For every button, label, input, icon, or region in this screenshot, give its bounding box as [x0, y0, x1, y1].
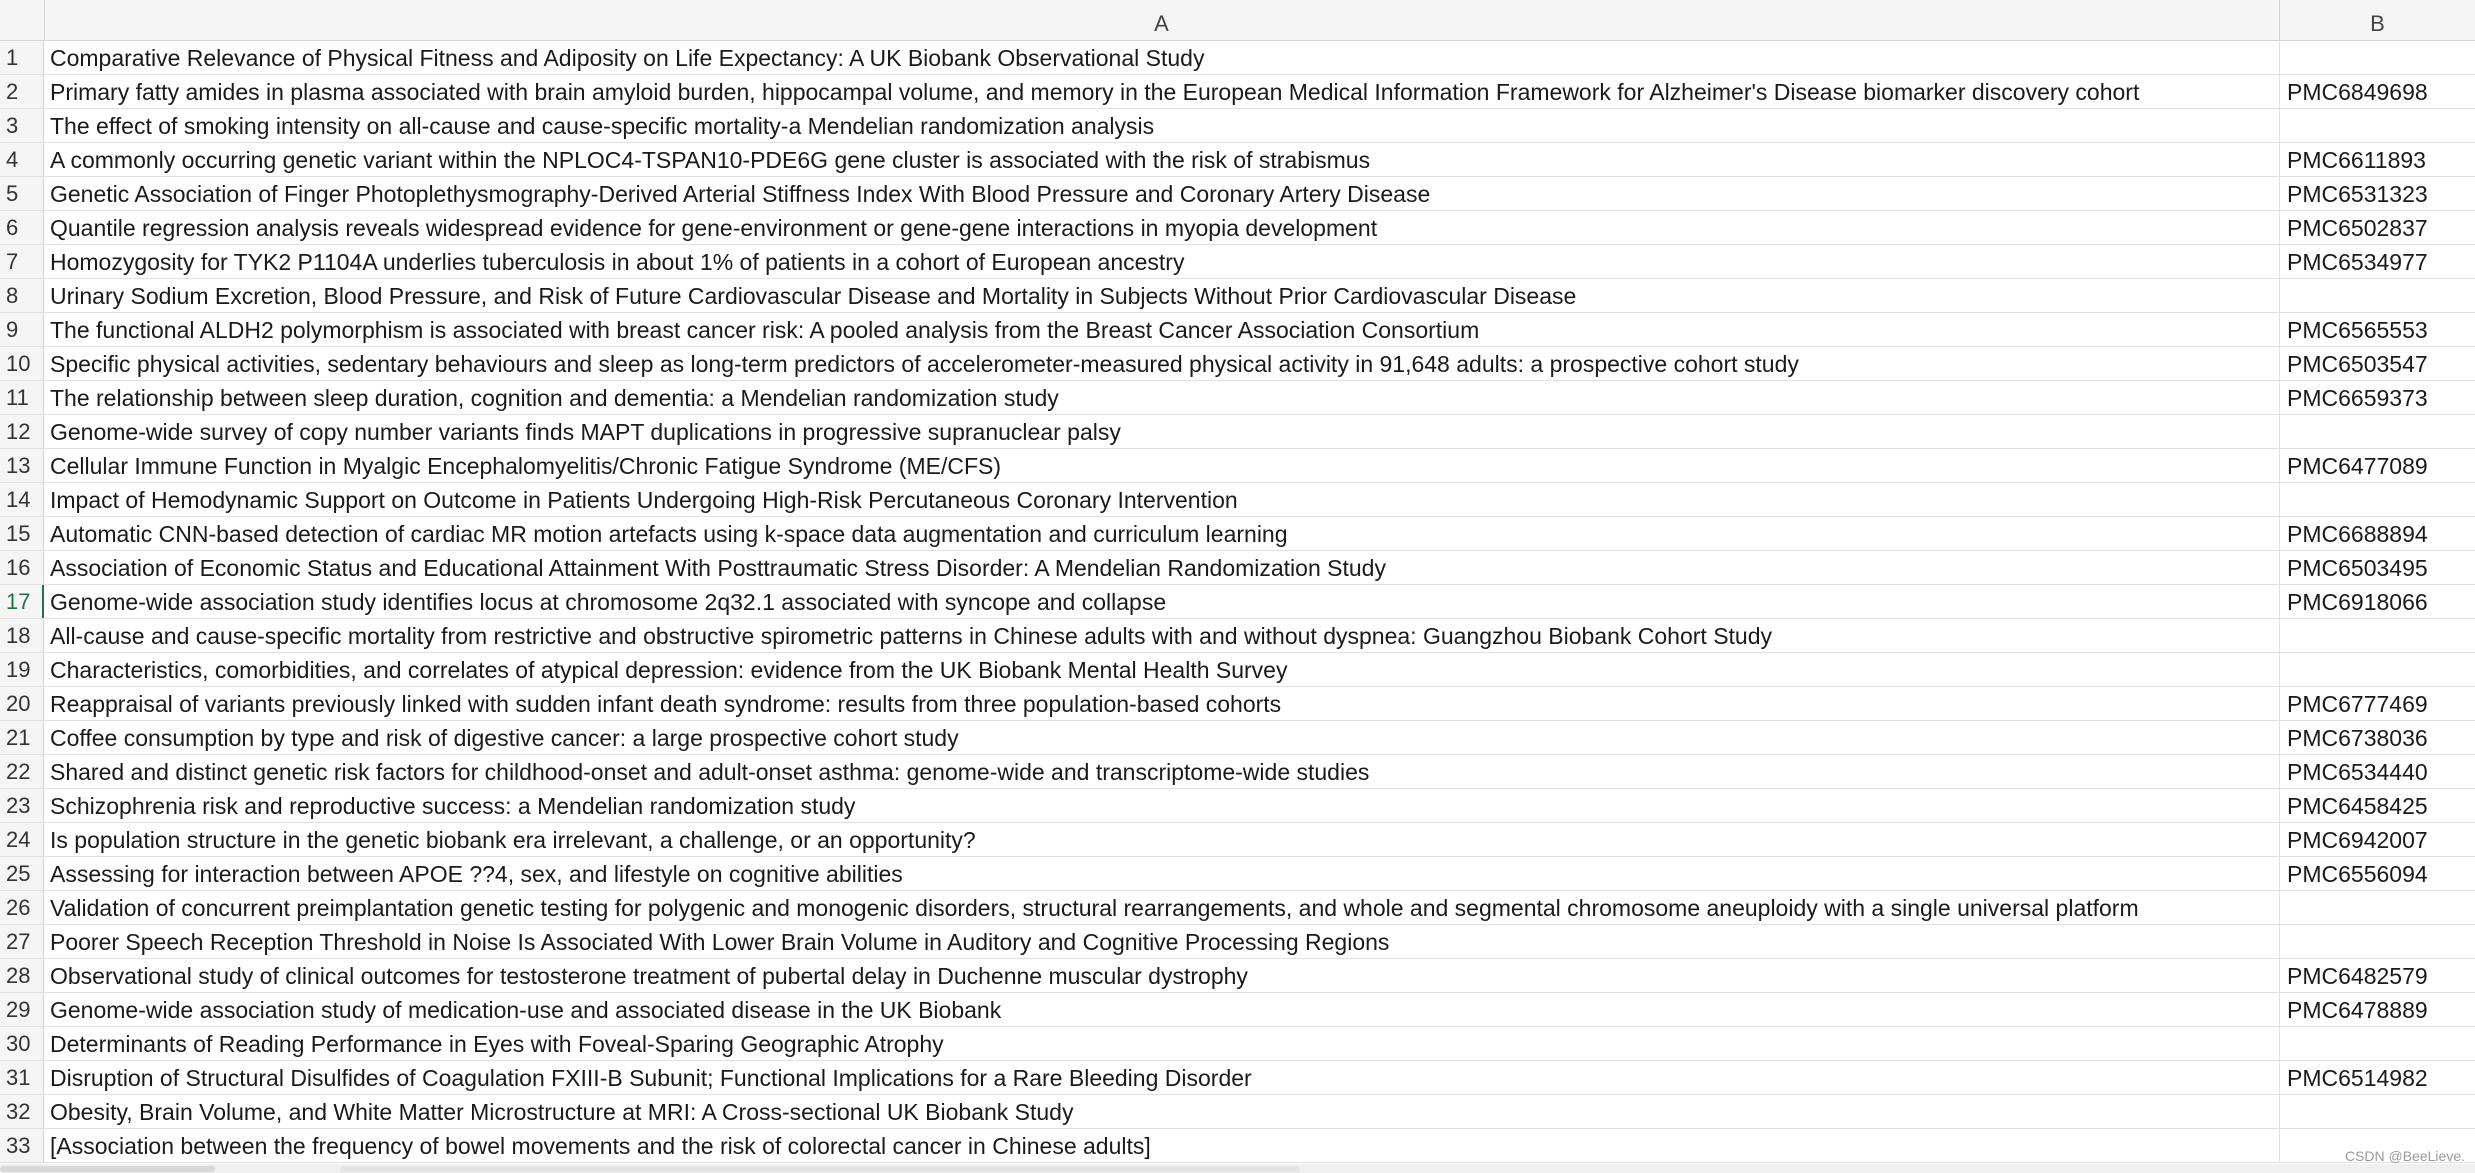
cell-b[interactable] — [2280, 653, 2475, 686]
row-header[interactable]: 10 — [0, 347, 44, 380]
row-header[interactable]: 5 — [0, 177, 44, 210]
row-header[interactable]: 4 — [0, 143, 44, 176]
table-row — [0, 891, 2475, 925]
row-header[interactable]: 29 — [0, 993, 44, 1026]
table-row — [0, 245, 2475, 279]
cell-a[interactable]: Cellular Immune Function in Myalgic Encephalomyelitis/Chronic Fatigue Syndrome (ME/CFS) — [44, 449, 2280, 482]
cell-b[interactable]: PMC6534977 — [2287, 249, 2428, 275]
table-row — [0, 347, 2475, 381]
row-header[interactable]: 14 — [0, 483, 44, 516]
row-header[interactable]: 1 — [0, 41, 44, 74]
cell-a[interactable]: Obesity, Brain Volume, and White Matter Microstructure at MRI: A Cross-sectional UK Biobank Study — [44, 1095, 2280, 1128]
cell-b[interactable] — [2280, 415, 2475, 448]
cell-a[interactable]: Primary fatty amides in plasma associated with brain amyloid burden, hippocampal volume, and memory in the European Medical Information Framework for Alzheimer's Disease biomarker discovery cohort — [44, 75, 2280, 108]
table-row — [0, 789, 2475, 823]
cell-a[interactable]: All-cause and cause-specific mortality from restrictive and obstructive spirometric patterns in Chinese adults with and without dyspnea: Guangzhou Biobank Cohort Study — [44, 619, 2280, 652]
table-row — [0, 925, 2475, 959]
table-row — [0, 1027, 2475, 1061]
select-all-corner[interactable] — [0, 0, 45, 40]
table-row — [0, 279, 2475, 313]
cell-b[interactable] — [2280, 41, 2475, 74]
row-header[interactable]: 23 — [0, 789, 44, 822]
row-header[interactable]: 6 — [0, 211, 44, 244]
row-header[interactable]: 21 — [0, 721, 44, 754]
cell-b[interactable]: PMC6688894 — [2287, 521, 2428, 547]
cell-a[interactable]: Automatic CNN-based detection of cardiac MR motion artefacts using k-space data augmentation and curriculum learning — [44, 517, 2280, 550]
cell-a[interactable]: Determinants of Reading Performance in Eyes with Foveal-Sparing Geographic Atrophy — [44, 1027, 2280, 1060]
cell-a[interactable]: Genome-wide survey of copy number variants finds MAPT duplications in progressive supranuclear palsy — [44, 415, 2280, 448]
row-header[interactable]: 27 — [0, 925, 44, 958]
table-row — [0, 483, 2475, 517]
cell-b[interactable]: PMC6514982 — [2287, 1065, 2428, 1091]
cell-b[interactable] — [2280, 1027, 2475, 1060]
column-header-a[interactable]: A — [44, 0, 2280, 40]
cell-b[interactable] — [2280, 279, 2475, 312]
cell-a[interactable]: The functional ALDH2 polymorphism is associated with breast cancer risk: A pooled analysis from the Breast Cancer Association Consortium — [44, 313, 2280, 346]
row-header[interactable]: 16 — [0, 551, 44, 584]
cell-b[interactable]: PMC6534440 — [2287, 759, 2428, 785]
row-header[interactable]: 13 — [0, 449, 44, 482]
cell-b[interactable]: PMC6777469 — [2287, 691, 2428, 717]
table-row — [0, 1095, 2475, 1129]
table-row — [0, 551, 2475, 585]
table-row — [0, 41, 2475, 75]
cell-b[interactable] — [2280, 925, 2475, 958]
table-row — [0, 517, 2475, 551]
table-row — [0, 721, 2475, 755]
table-row — [0, 653, 2475, 687]
row-header[interactable]: 20 — [0, 687, 44, 720]
cell-a[interactable]: Disruption of Structural Disulfides of Coagulation FXIII-B Subunit; Functional Implications for a Rare Bleeding Disorder — [44, 1061, 2280, 1094]
cell-b[interactable]: PMC6478889 — [2287, 997, 2428, 1023]
row-header[interactable]: 19 — [0, 653, 44, 686]
column-header-b[interactable]: B — [2370, 11, 2385, 36]
cell-b[interactable] — [2280, 891, 2475, 924]
cell-b[interactable]: PMC6565553 — [2287, 317, 2428, 343]
row-header[interactable]: 2 — [0, 75, 44, 108]
cell-b[interactable]: PMC6503547 — [2287, 351, 2428, 377]
row-header[interactable]: 31 — [0, 1061, 44, 1094]
table-row — [0, 449, 2475, 483]
cell-a[interactable]: Validation of concurrent preimplantation genetic testing for polygenic and monogenic disorders, structural rearrangements, and whole and segmental chromosome aneuploidy with a single universal platform — [44, 891, 2280, 924]
table-row — [0, 1061, 2475, 1095]
table-row — [0, 755, 2475, 789]
row-header[interactable]: 15 — [0, 517, 44, 550]
table-row — [0, 687, 2475, 721]
table-row — [0, 75, 2475, 109]
horizontal-scrollbar-thumb[interactable] — [340, 1166, 1300, 1172]
cell-b[interactable] — [2280, 619, 2475, 652]
cell-b[interactable]: PMC6531323 — [2287, 181, 2428, 207]
table-row — [0, 211, 2475, 245]
cell-b[interactable]: PMC6738036 — [2287, 725, 2428, 751]
row-header[interactable]: 24 — [0, 823, 44, 856]
row-header[interactable]: 8 — [0, 279, 44, 312]
row-header[interactable]: 22 — [0, 755, 44, 788]
row-header[interactable]: 11 — [0, 381, 44, 414]
cell-a[interactable]: Schizophrenia risk and reproductive success: a Mendelian randomization study — [44, 789, 2280, 822]
cell-a[interactable]: Shared and distinct genetic risk factors for childhood-onset and adult-onset asthma: genome-wide and transcriptome-wide studies — [44, 755, 2280, 788]
cell-a[interactable]: A commonly occurring genetic variant within the NPLOC4-TSPAN10-PDE6G gene cluster is associated with the risk of strabismus — [44, 143, 2280, 176]
row-header[interactable]: 17 — [0, 585, 44, 618]
cell-a[interactable]: Urinary Sodium Excretion, Blood Pressure, and Risk of Future Cardiovascular Disease and Mortality in Subjects Without Prior Cardiovascular Disease — [44, 279, 2280, 312]
cell-b[interactable]: PMC6611893 — [2287, 147, 2426, 173]
cell-a[interactable]: Is population structure in the genetic biobank era irrelevant, a challenge, or an opportunity? — [44, 823, 2280, 856]
cell-b[interactable]: PMC6556094 — [2287, 861, 2428, 887]
row-header[interactable]: 18 — [0, 619, 44, 652]
cell-a[interactable]: Association of Economic Status and Educational Attainment With Posttraumatic Stress Disorder: A Mendelian Randomization Study — [44, 551, 2280, 584]
table-row — [0, 959, 2475, 993]
cell-b[interactable]: PMC6502837 — [2287, 215, 2428, 241]
column-header-row — [0, 0, 2475, 41]
table-row — [0, 415, 2475, 449]
row-header[interactable]: 28 — [0, 959, 44, 992]
row-header[interactable]: 30 — [0, 1027, 44, 1060]
sheet-tab-area[interactable] — [0, 1166, 215, 1172]
cell-a[interactable]: Poorer Speech Reception Threshold in Noise Is Associated With Lower Brain Volume in Auditory and Cognitive Processing Regions — [44, 925, 2280, 958]
table-row — [0, 109, 2475, 143]
cell-a[interactable]: [Association between the frequency of bowel movements and the risk of colorectal cancer in Chinese adults] — [44, 1129, 2280, 1162]
row-header[interactable]: 26 — [0, 891, 44, 924]
cell-a[interactable]: Specific physical activities, sedentary behaviours and sleep as long-term predictors of accelerometer-measured physical activity in 91,648 adults: a prospective cohort study — [44, 347, 2280, 380]
cell-b[interactable]: PMC6849698 — [2287, 79, 2428, 105]
cell-a[interactable]: The relationship between sleep duration, cognition and dementia: a Mendelian randomization study — [44, 381, 2280, 414]
cell-a[interactable]: Characteristics, comorbidities, and correlates of atypical depression: evidence from the UK Biobank Mental Health Survey — [44, 653, 2280, 686]
table-row — [0, 177, 2475, 211]
cell-b[interactable]: PMC6503495 — [2287, 555, 2428, 581]
cell-b[interactable]: PMC6477089 — [2287, 453, 2428, 479]
table-row — [0, 1129, 2475, 1163]
cell-a[interactable]: Assessing for interaction between APOE ??4, sex, and lifestyle on cognitive abilities — [44, 857, 2280, 890]
table-row — [0, 585, 2475, 619]
cell-a[interactable]: Genetic Association of Finger Photoplethysmography-Derived Arterial Stiffness Index With Blood Pressure and Coronary Artery Disease — [44, 177, 2280, 210]
table-row — [0, 381, 2475, 415]
table-row — [0, 313, 2475, 347]
cell-b[interactable]: PMC6659373 — [2287, 385, 2428, 411]
row-header[interactable]: 33 — [0, 1129, 44, 1162]
table-row — [0, 993, 2475, 1027]
cell-b[interactable] — [2280, 483, 2475, 516]
table-row — [0, 143, 2475, 177]
rows-container — [0, 41, 2475, 1163]
table-row — [0, 857, 2475, 891]
cell-a[interactable]: Homozygosity for TYK2 P1104A underlies tuberculosis in about 1% of patients in a cohort of European ancestry — [44, 245, 2280, 278]
cell-b[interactable]: PMC6942007 — [2287, 827, 2428, 853]
row-header[interactable]: 25 — [0, 857, 44, 890]
cell-a[interactable]: Genome-wide association study identifies locus at chromosome 2q32.1 associated with syncope and collapse — [44, 585, 2280, 618]
row-header[interactable]: 9 — [0, 313, 44, 346]
cell-a[interactable]: Impact of Hemodynamic Support on Outcome in Patients Undergoing High-Risk Percutaneous Coronary Intervention — [44, 483, 2280, 516]
row-header[interactable]: 7 — [0, 245, 44, 278]
cell-b[interactable] — [2280, 1095, 2475, 1128]
watermark: CSDN @BeeLieve. — [2344, 1148, 2465, 1164]
row-header[interactable]: 12 — [0, 415, 44, 448]
cell-a[interactable]: Observational study of clinical outcomes for testosterone treatment of pubertal delay in Duchenne muscular dystrophy — [44, 959, 2280, 992]
table-row — [0, 823, 2475, 857]
row-header[interactable]: 32 — [0, 1095, 44, 1128]
cell-a[interactable]: The effect of smoking intensity on all-cause and cause-specific mortality-a Mendelian randomization analysis — [44, 109, 2280, 142]
cell-b[interactable]: PMC6482579 — [2287, 963, 2428, 989]
cell-b[interactable]: PMC6458425 — [2287, 793, 2428, 819]
cell-a[interactable]: Coffee consumption by type and risk of digestive cancer: a large prospective cohort study — [44, 721, 2280, 754]
cell-a[interactable]: Genome-wide association study of medication-use and associated disease in the UK Biobank — [44, 993, 2280, 1026]
cell-a[interactable]: Comparative Relevance of Physical Fitness and Adiposity on Life Expectancy: A UK Biobank Observational Study — [44, 41, 2280, 74]
cell-a[interactable]: Quantile regression analysis reveals widespread evidence for gene-environment or gene-gene interactions in myopia development — [44, 211, 2280, 244]
cell-b[interactable] — [2280, 109, 2475, 142]
cell-a[interactable]: Reappraisal of variants previously linked with sudden infant death syndrome: results from three population-based cohorts — [44, 687, 2280, 720]
table-row — [0, 619, 2475, 653]
row-header[interactable]: 3 — [0, 109, 44, 142]
cell-b[interactable]: PMC6918066 — [2287, 589, 2428, 615]
